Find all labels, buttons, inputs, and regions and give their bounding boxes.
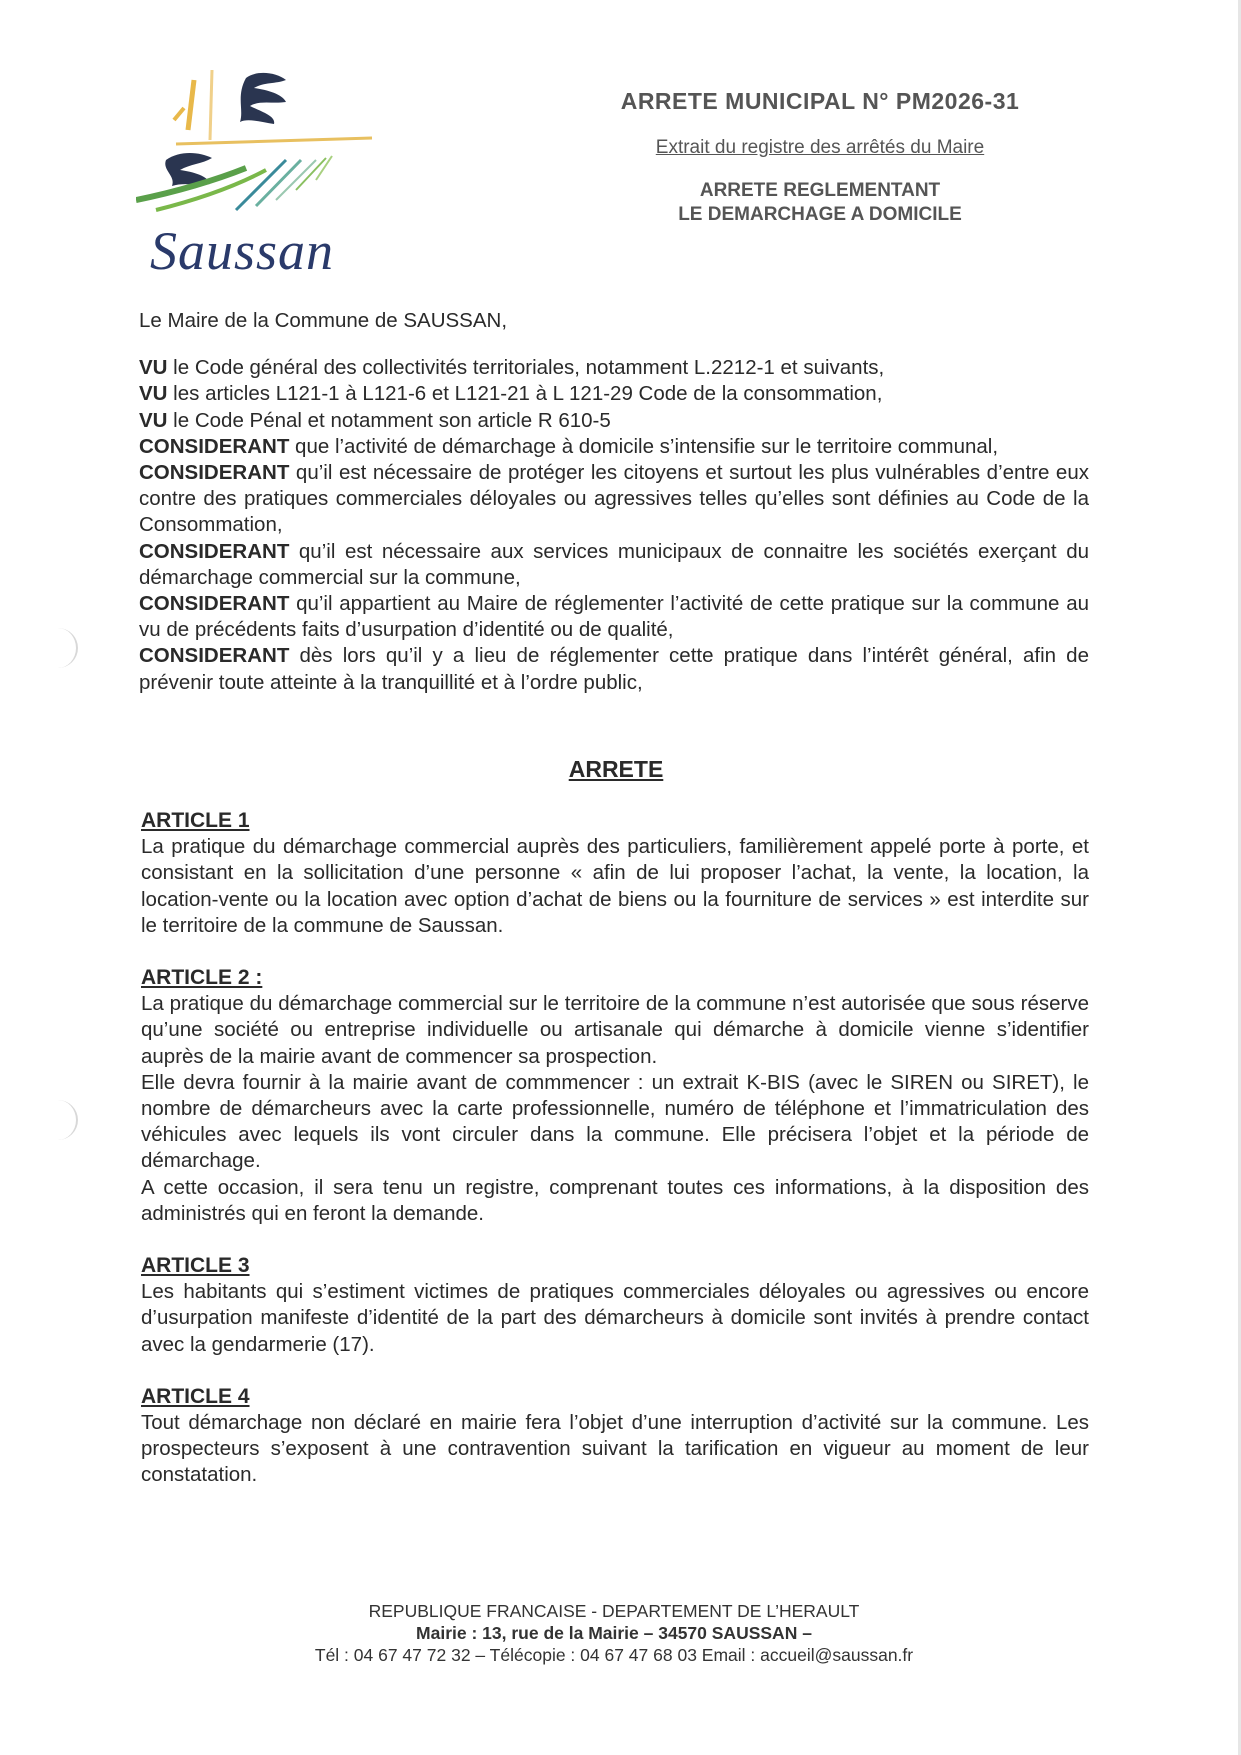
- preamble-item: [139, 643, 1089, 695]
- article-3: [141, 1253, 1089, 1358]
- article-text: [141, 1279, 1089, 1358]
- town-logo: [136, 60, 386, 280]
- preamble-text: le Code Pénal et notamment son article R 610-5: [167, 408, 611, 432]
- article-title: ARTICLE 1: [141, 809, 250, 832]
- decree-subject-line1: ARRETE REGLEMENTANT: [699, 180, 941, 201]
- page-footer: [0, 1600, 1228, 1666]
- article-paragraph: Elle devra fournir à la mairie avant de commmencer : un extrait K-BIS (avec le SIREN ou SIRET), le nombre de démarcheurs avec la carte professionnelle, numéro de téléphone et l’immatriculation des véhicules avec lequels ils vont circuler dans la commune. Elle précisera l’objet et la période de démarchage.: [141, 1070, 1089, 1173]
- preamble-text: que l’activité de démarchage à domicile s’intensifie sur le territoire communal,: [289, 434, 999, 458]
- article-4: [141, 1384, 1089, 1489]
- article-paragraph: A cette occasion, il sera tenu un registre, comprenant toutes ces informations, à la disposition des administrés qui en feront la demande.: [141, 1175, 1089, 1225]
- article-text: [141, 991, 1089, 1227]
- registry-extract: Extrait du registre des arrêtés du Maire: [655, 137, 985, 158]
- article-paragraph: Tout démarchage non déclaré en mairie fera l’objet d’une interruption d’activité sur la commune. Les prospecteurs s’exposent à une contravention suivant la tarification en vigueur au moment de leur constatation.: [141, 1411, 1089, 1487]
- preamble-text: le Code général des collectivités territoriales, notamment L.2212-1 et suivants,: [167, 356, 885, 380]
- footer-republic-line: REPUBLIQUE FRANCAISE - DEPARTEMENT DE L’HERAULT: [368, 1601, 860, 1621]
- article-paragraph: La pratique du démarchage commercial sur le territoire de la commune n’est autorisée que sous réserve qu’une société ou entreprise individuelle ou artisanale qui démarche à domicile vienne s’identifier auprès de la mairie avant de commencer sa prospection.: [141, 992, 1089, 1068]
- article-title: ARTICLE 3: [141, 1254, 250, 1278]
- preamble-text: dès lors qu’il y a lieu de réglementer cette pratique dans l’intérêt général, afin de prévenir toute atteinte à la tranquillité et à l’ordre public,: [139, 644, 1089, 694]
- preamble-keyword: VU: [139, 356, 168, 380]
- opening-statement: Le Maire de la Commune de SAUSSAN,: [139, 309, 508, 332]
- article-title: ARTICLE 4: [141, 1384, 250, 1408]
- decision-title: ARRETE: [568, 756, 664, 782]
- article-text: [141, 1410, 1089, 1489]
- decree-header: [560, 88, 1080, 227]
- preamble-item: [139, 460, 1089, 539]
- footer-address-line: Mairie : 13, rue de la Mairie – 34570 SAUSSAN –: [416, 1623, 812, 1643]
- preamble-text: qu’il est nécessaire de protéger les citoyens et surtout les plus vulnérables d’entre eux contre des pratiques commerciales déloyales ou agressives telles qu’elles sont définies au Code de la Consommation,: [139, 461, 1089, 537]
- logo-wordmark: Saussan: [150, 221, 335, 281]
- preamble: [139, 308, 1089, 696]
- punch-hole-mark: [58, 628, 78, 668]
- preamble-item: [139, 381, 1089, 407]
- article-1: [141, 808, 1089, 939]
- preamble-item: [139, 434, 1089, 460]
- article-text: [141, 834, 1089, 939]
- preamble-text: qu’il est nécessaire aux services municipaux de connaitre les sociétés exerçant du démarchage commercial sur la commune,: [139, 539, 1089, 589]
- preamble-keyword: CONSIDERANT: [139, 434, 290, 458]
- article-title: ARTICLE 2 :: [141, 966, 263, 990]
- preamble-keyword: CONSIDERANT: [139, 539, 290, 563]
- preamble-item: [139, 591, 1089, 643]
- preamble-keyword: CONSIDERANT: [139, 592, 290, 616]
- article-paragraph: Les habitants qui s’estiment victimes de pratiques commerciales déloyales ou agressives ou encore d’usurpation manifeste d’identité de la part des démarcheurs à domicile sont invités à prendre contact avec la gendarmerie (17).: [141, 1280, 1089, 1356]
- decree-subject-line2: LE DEMARCHAGE A DOMICILE: [678, 204, 962, 225]
- preamble-item: [139, 539, 1089, 591]
- decree-number: ARRETE MUNICIPAL N° PM2026-31: [620, 88, 1020, 114]
- preamble-keyword: VU: [139, 382, 168, 406]
- preamble-item: [139, 355, 1089, 381]
- preamble-item: [139, 408, 1089, 434]
- article-2: [141, 965, 1089, 1227]
- preamble-keyword: VU: [139, 408, 168, 432]
- preamble-text: qu’il appartient au Maire de réglementer l’activité de cette pratique sur la commune au vu de précédents faits d’usurpation d’identité ou de qualité,: [139, 592, 1089, 642]
- articles: [141, 808, 1089, 1515]
- article-paragraph: La pratique du démarchage commercial auprès des particuliers, familièrement appelé porte à porte, et consistant en la sollicitation d’une personne « afin de lui proposer l’achat, la vente, la location, la location-vente ou la location avec option d’achat de biens ou la fourniture de services » est interdite sur le territoire de la commune de Saussan.: [141, 835, 1089, 937]
- decree-subject: [560, 179, 1080, 227]
- preamble-keyword: CONSIDERANT: [139, 644, 290, 668]
- town-logo-emblem-icon: [136, 60, 386, 230]
- punch-hole-mark: [58, 1100, 78, 1140]
- preamble-keyword: CONSIDERANT: [139, 461, 290, 485]
- footer-contact-line: Tél : 04 67 47 72 32 – Télécopie : 04 67 47 68 03 Email : accueil@saussan.fr: [314, 1645, 914, 1665]
- preamble-text: les articles L121-1 à L121-6 et L121-21 à L 121-29 Code de la consommation,: [167, 382, 883, 406]
